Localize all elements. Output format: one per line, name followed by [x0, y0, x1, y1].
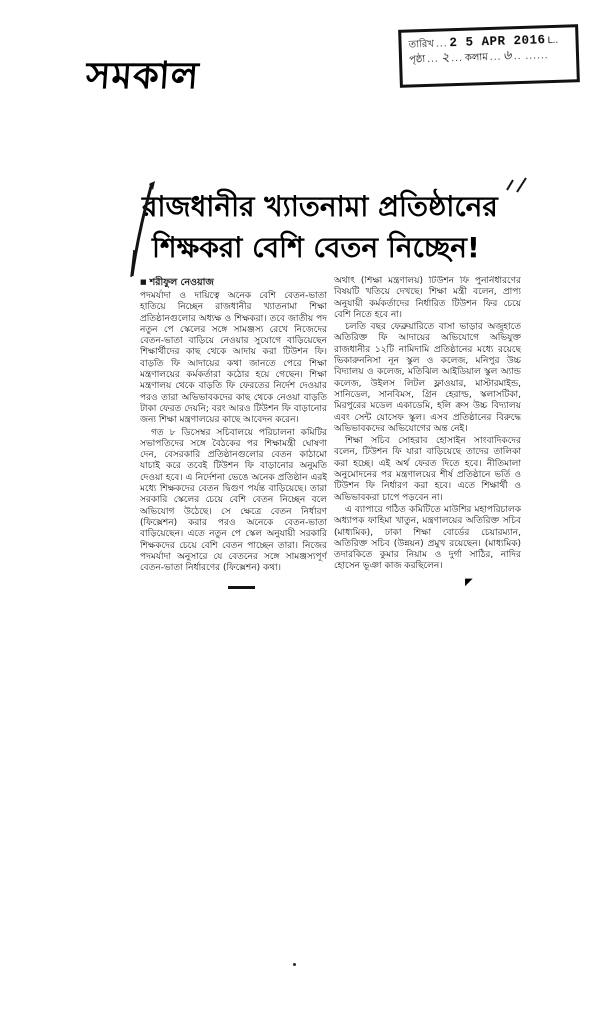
body-paragraph: এ ব্যাপারে গঠিত কমিটিতে মাউশির মহাপরিচালক অধ্যাপক ফাহিমা খাতুন, মন্ত্রণালয়ের অতিরিক্ত সচিব (মাধ্যমিক), ঢাকা শিক্ষা বোর্ডের চেয়ারম্যান, অতিরিক্ত সচিব (উন্নয়ন) প্রমুখ রয়েছেন। (মাধ্যমিক) তদারকিতে কুমার নিয়াম ও দুর্গা সাঠির, নাদির হোসেন ভূঞা কাজ করছিলেন।	[334, 504, 521, 572]
column-end-dash	[228, 586, 255, 589]
body-paragraph: গত ৮ ডিসেম্বর সচিবালয়ে পরিচালনা কমিটির সভাপতিদের সঙ্গে বৈঠকের পর শিক্ষামন্ত্রী ঘোষণা দেন, বেসরকারি প্রতিষ্ঠানগুলোর বেতন কাঠামো যাচাই করে তবেই টিউশন ফি বাড়ানোর অনুমতি দেওয়া হবে। এ নির্দেশনা ভেঙে অনেক প্রতিষ্ঠান এরই মধ্যে শিক্ষকদের বেতন দ্বিগুণ পর্যন্ত বাড়িয়েছে। তারা সরকারি স্কেলের চেয়ে বেশি বেতন নিচ্ছেন বলে অভিযোগ উঠেছে। সে ক্ষেত্রে বেতন নির্ধারণ (ফিক্সেশন) করার পরও অনেকে বেতন-ভাতা বাড়িয়েছেন। এতে নতুন পে স্কেল অনুযায়ী সরকারি শিক্ষকদের চেয়ে বেশি বেতন পাচ্ছেন তারা। নিজের পদমর্যাদা অনুসারে যে বেতনের সঙ্গে সামঞ্জস্যপূর্ণ বেতন-ভাতা নির্ধারণের (ফিক্সেশন) কথা।	[140, 427, 327, 574]
byline-name: শরীফুল নেওয়াজ	[149, 277, 214, 288]
check-mark	[504, 176, 530, 198]
stamp-date-label: তারিখ	[408, 38, 435, 51]
pen-slash-mark	[126, 180, 160, 280]
body-paragraph: পদমর্যাদা ও দায়িত্বে অনেক বেশি বেতন-ভাতা হাতিয়ে নিচ্ছেন রাজধানীর খ্যাতনামা শিক্ষা প্রতিষ্ঠানগুলোর অধ্যক্ষ ও শিক্ষকরা। তবে জাতীয় পদ নতুন পে স্কেলের সঙ্গে সামঞ্জস্য রেখে নিজেদের বেতন-ভাতা বাড়িয়ে নেওয়ার সুযোগে বাড়িয়েছেন শিক্ষার্থীদের কাছ থেকে আদায় করা টিউশন ফি। বাড়তি ফি আদায়ের কথা জানতে পেরে শিক্ষা মন্ত্রণালয়ের কর্মকর্তারা কঠোর হয়ে গেছেন। শিক্ষা মন্ত্রণালয় থেকে বাড়তি ফি ফেরতের নির্দেশ দেওয়ার পরও তারা অভিভাবকদের কাছ থেকে নেওয়া বাড়তি টাকা ফেরত দেয়নি; বরং আরও টিউশন ফি বাড়ানোর জন্য শিক্ষা মন্ত্রণালয়ের কাছে আবেদন করেন।	[140, 291, 327, 426]
body-paragraph: চলতি বছর ফেব্রুয়ারিতে বাসা ভাড়ার অজুহাতে অতিরিক্ত ফি আদায়ের অভিযোগে অভিযুক্ত রাজধানীর ১২টি নামিদামি প্রতিষ্ঠানের মধ্যে রয়েছে ভিকারুননিসা নূন স্কুল ও কলেজ, মনিপুর উচ্চ বিদ্যালয় ও কলেজ, মতিঝিল আইডিয়াল স্কুল অ্যান্ড কলেজ, উইলস লিটল ফ্লাওয়ার, মাস্টারমাইন্ড, সানিডেল, সানবিমস, গ্রিন হেরাল্ড, স্কলাসটিকা, মিরপুরের মডেল একাডেমি, হলি ক্রস উচ্চ বিদ্যালয় এবং সেন্ট যোসেফ স্কুল। এসব প্রতিষ্ঠানের বিরুদ্ধে অভিভাবকদের অভিযোগের অন্ত নেই।	[334, 322, 521, 434]
stamp-date-dots: ...	[435, 39, 448, 50]
stamp-page-dots: ...	[427, 54, 440, 65]
article-column-left	[140, 276, 327, 584]
stamp-date-suffix: L..	[547, 35, 559, 47]
article-headline	[142, 186, 554, 268]
byline-bullet-icon: ■	[140, 278, 147, 286]
body-paragraph: শিক্ষা সচিব সোহরাব হোসাইন সাংবাদিকদের বলেন, টিউশন ফি যারা বাড়িয়েছে তাদের তালিকা করা হচ্ছে। এই অর্থ ফেরত দিতে হবে। নীতিমালা অনুমোদনের পর মন্ত্রণালয়ের শীর্ষ প্রতিষ্ঠানে ভর্তি ও টিউশন ফি নির্ধারণ করা হবে। এতে শিক্ষার্থী ও অভিভাবকরা চাপে পড়বেন না।	[334, 436, 521, 503]
archive-date-stamp-box	[398, 24, 580, 88]
stamp-column-dots: ...	[489, 52, 502, 63]
article-column-right	[334, 276, 521, 584]
stamp-page-label: পৃষ্ঠা	[408, 54, 426, 66]
stamp-column-number-handwritten: ৬	[502, 47, 513, 64]
stamp-mid-dots: ...	[451, 53, 464, 65]
newspaper-masthead-logo: সমকাল	[84, 54, 201, 97]
stamp-date-value: 2 5 APR 2016	[449, 33, 546, 51]
stamp-trailing-dots: .. ......	[513, 51, 549, 63]
headline-line-2: শিক্ষকরা বেশি বেতন নিচ্ছেন!	[152, 231, 480, 264]
scan-speck	[293, 963, 296, 966]
byline	[140, 276, 327, 289]
stamp-page-number-handwritten: ২	[439, 49, 451, 66]
stamp-column-label: কলাম	[464, 52, 488, 64]
clip-end-mark-icon: ◤	[465, 577, 473, 588]
body-paragraph: অর্থাৎ (শিক্ষা মন্ত্রণালয়) টিউশন ফি পুনর্নির্ধারণের বিষয়টি খতিয়ে দেখছে। শিক্ষা মন্ত্রী বলেন, প্রাপ্য অনুযায়ী কর্মকর্তাদের নির্ধারিত টিউশন ফির চেয়ে বেশি নিতে হবে না।	[334, 276, 521, 320]
article-body	[140, 276, 522, 584]
headline-line-1: রাজধানীর খ্যাতনামা প্রতিষ্ঠানের	[142, 190, 498, 223]
